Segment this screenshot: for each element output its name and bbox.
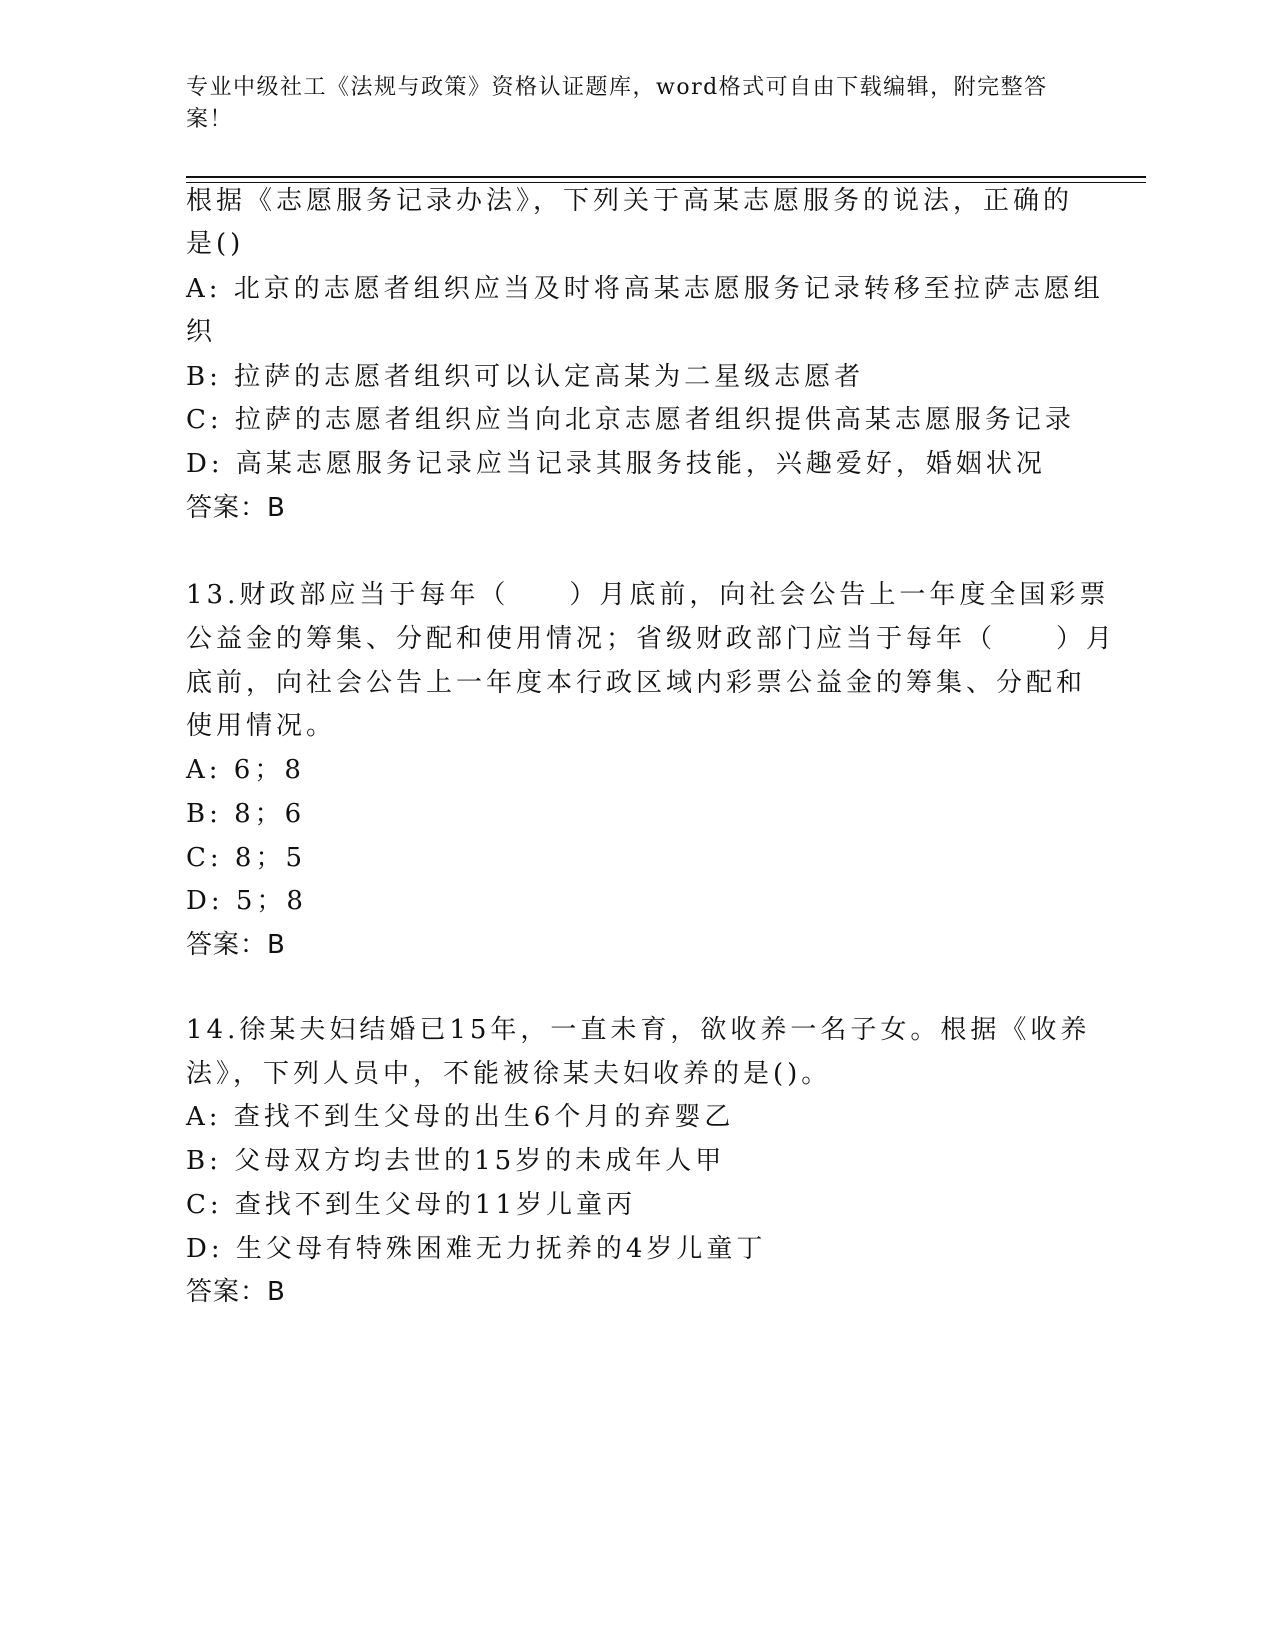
question-stem-line: 是() (186, 229, 245, 259)
option-d: D: 高某志愿服务记录应当记录其服务技能，兴趣爱好，婚姻状况 (186, 449, 1046, 479)
option-d: D: 生父母有特殊困难无力抚养的4岁儿童丁 (186, 1234, 767, 1264)
header-divider-thin (186, 182, 1146, 183)
question-stem-line: 根据《志愿服务记录办法》，下列关于高某志愿服务的说法，正确的 (186, 186, 1074, 216)
option-a: A: 北京的志愿者组织应当及时将高某志愿服务记录转移至拉萨志愿组 (186, 274, 1104, 304)
answer-line: 答案：B (186, 930, 286, 960)
option-c: C: 拉萨的志愿者组织应当向北京志愿者组织提供高某志愿服务记录 (186, 405, 1075, 435)
header-divider-thick (186, 176, 1146, 178)
answer-line: 答案：B (186, 1277, 286, 1307)
option-b: B: 父母双方均去世的15岁的未成年人甲 (186, 1146, 726, 1176)
question-stem-line: 底前，向社会公告上一年度本行政区域内彩票公益金的筹集、分配和 (186, 668, 1087, 698)
question-stem-line: 公益金的筹集、分配和使用情况；省级财政部门应当于每年（ ）月 (186, 624, 1117, 654)
option-c: C: 查找不到生父母的11岁儿童丙 (186, 1190, 637, 1220)
question-stem-line: 法》，下列人员中，不能被徐某夫妇收养的是()。 (186, 1059, 832, 1089)
option-c: C: 8；5 (186, 843, 307, 873)
answer-line: 答案：B (186, 493, 286, 523)
option-a-continued: 织 (186, 317, 217, 347)
option-b: B: 拉萨的志愿者组织可以认定高某为二星级志愿者 (186, 362, 865, 392)
document-header: 专业中级社工《法规与政策》资格认证题库，word格式可自由下载编辑，附完整答案！ (186, 75, 1048, 132)
option-b: B: 8；6 (186, 799, 306, 829)
option-a: A: 6；8 (186, 755, 305, 785)
question-stem-line: 13.财政部应当于每年（ ）月底前，向社会公告上一年度全国彩票 (186, 580, 1110, 610)
option-a: A: 查找不到生父母的出生6个月的弃婴乙 (186, 1102, 735, 1132)
option-d: D: 5；8 (186, 886, 307, 916)
question-stem-line: 使用情况。 (186, 711, 337, 741)
question-stem-line: 14.徐某夫妇结婚已15年，一直未育，欲收养一名子女。根据《收养 (186, 1015, 1091, 1045)
